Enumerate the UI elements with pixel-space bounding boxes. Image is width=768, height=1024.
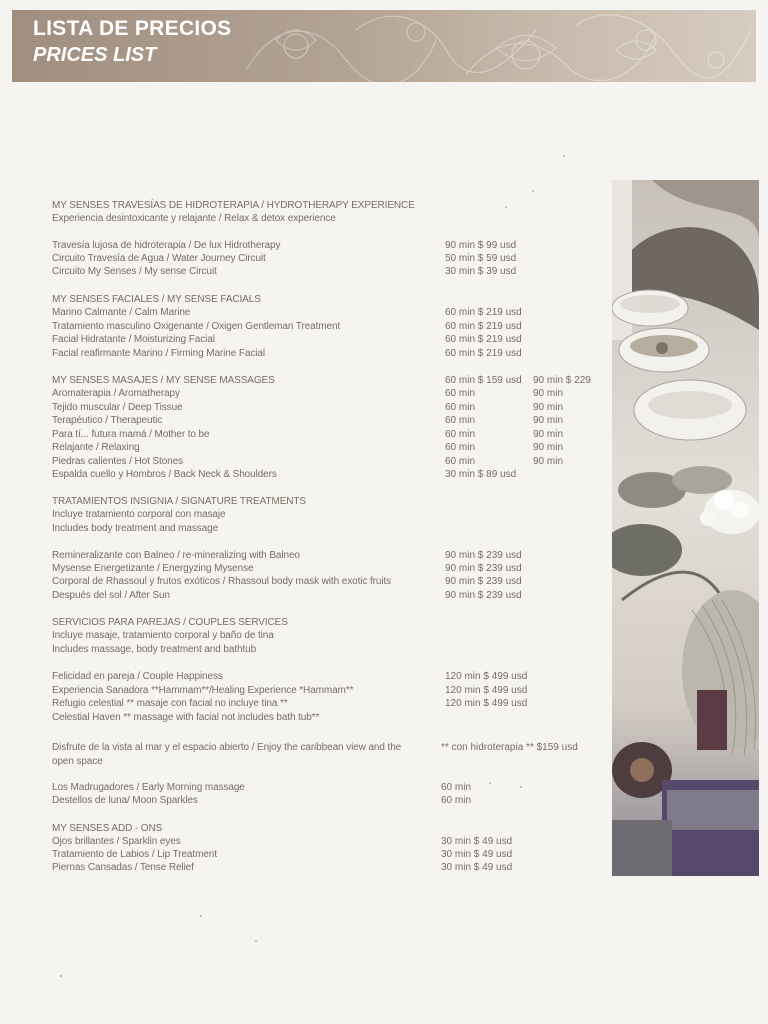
scan-speck bbox=[60, 975, 62, 977]
item-price: 90 min $ 239 usd bbox=[445, 563, 522, 574]
item-label: Piernas Cansadas / Tense Relief bbox=[52, 862, 194, 873]
item-price-2: 90 min bbox=[533, 402, 564, 413]
item-price: 60 min $ 219 usd bbox=[445, 348, 522, 359]
spa-photo-image bbox=[612, 180, 759, 876]
spa-photo bbox=[612, 180, 759, 876]
note-text: Includes massage, body treatment and bathtub bbox=[52, 644, 257, 655]
item-price: ** con hidroterapia ** $159 usd bbox=[441, 742, 578, 753]
scan-speck bbox=[505, 206, 507, 208]
section-title: MY SENSES ADD - ONS bbox=[52, 823, 163, 834]
item-label: Travesía lujosa de hidroterapia / De lux Hidrotherapy bbox=[52, 240, 281, 251]
item-price: 120 min $ 499 usd bbox=[445, 685, 528, 696]
item-label: Espalda cuello y Hombros / Back Neck & Shoulders bbox=[52, 469, 277, 480]
item-price: 60 min $ 219 usd bbox=[445, 321, 522, 332]
item-label: Para tí... futura mamá / Mother to be bbox=[52, 429, 210, 440]
item-price: 90 min $ 239 usd bbox=[445, 576, 522, 587]
item-label: Ojos brillantes / Sparklin eyes bbox=[52, 836, 181, 847]
item-label: Tejido muscular / Deep Tissue bbox=[52, 402, 183, 413]
item-label: Experiencia Sanadora **Hammam**/Healing Experience *Hammam** bbox=[52, 685, 354, 696]
item-label: Aromaterapia / Aromatherapy bbox=[52, 388, 180, 399]
item-label: Destellos de luna/ Moon Sparkles bbox=[52, 795, 198, 806]
item-label: Terapéutico / Therapeutic bbox=[52, 415, 163, 426]
item-price: 60 min bbox=[445, 388, 476, 399]
section-title: MY SENSES TRAVESÍAS DE HIDROTERAPIA / HYDROTHERAPY EXPERIENCE bbox=[52, 200, 415, 211]
note-text: Includes body treatment and massage bbox=[52, 523, 219, 534]
item-price: 60 min bbox=[441, 795, 472, 806]
item-price: 30 min $ 49 usd bbox=[441, 849, 513, 860]
scan-speck bbox=[563, 155, 565, 157]
item-price: 90 min $ 239 usd bbox=[445, 590, 522, 601]
item-price: 60 min bbox=[445, 442, 476, 453]
item-price: 60 min $ 219 usd bbox=[445, 334, 522, 345]
item-price-2: 90 min bbox=[533, 415, 564, 426]
section-price: 60 min $ 159 usd bbox=[445, 375, 522, 386]
item-label: Circuito My Senses / My sense Circuit bbox=[52, 266, 217, 277]
section-title: SERVICIOS PARA PAREJAS / COUPLES SERVICES bbox=[52, 617, 288, 628]
item-label: Disfrute de la vista al mar y el espacio abierto / Enjoy the caribbean view and the bbox=[52, 742, 402, 753]
page-title: LISTA DE PRECIOS bbox=[33, 17, 232, 40]
item-price: 60 min bbox=[445, 456, 476, 467]
item-price: 90 min $ 239 usd bbox=[445, 550, 522, 561]
item-price: 120 min $ 499 usd bbox=[445, 671, 528, 682]
item-label: Los Madrugadores / Early Morning massage bbox=[52, 782, 245, 793]
item-label: Corporal de Rhassoul y frutos exóticos / Rhassoul body mask with exotic fruits bbox=[52, 576, 392, 587]
item-price: 120 min $ 499 usd bbox=[445, 698, 528, 709]
scan-speck bbox=[489, 782, 491, 784]
item-label: Tratamiento masculino Oxigenante / Oxigen Gentleman Treatment bbox=[52, 321, 341, 332]
item-label: Circuito Travesía de Agua / Water Journey Circuit bbox=[52, 253, 266, 264]
item-label: Después del sol / After Sun bbox=[52, 590, 170, 601]
item-price: 60 min bbox=[445, 415, 476, 426]
item-label: Celestial Haven ** massage with facial not includes bath tub** bbox=[52, 712, 320, 723]
scan-speck bbox=[200, 915, 202, 917]
item-price: 60 min $ 219 usd bbox=[445, 307, 522, 318]
item-label: Tratamiento de Labios / Lip Treatment bbox=[52, 849, 217, 860]
section-price-2: 90 min $ 229 bbox=[533, 375, 591, 386]
page-subtitle: PRICES LIST bbox=[33, 44, 157, 66]
section-title: MY SENSES FACIALES / MY SENSE FACIALS bbox=[52, 294, 261, 305]
item-price: 60 min bbox=[441, 782, 472, 793]
item-price: 30 min $ 89 usd bbox=[445, 469, 517, 480]
item-price: 90 min $ 99 usd bbox=[445, 240, 517, 251]
section-title: TRATAMIENTOS INSIGNIA / SIGNATURE TREATMENTS bbox=[52, 496, 306, 507]
item-label: Facial Hidratante / Moisturizing Facial bbox=[52, 334, 215, 345]
item-label: Marino Calmante / Calm Marine bbox=[52, 307, 191, 318]
item-price-2: 90 min bbox=[533, 388, 564, 399]
item-price-2: 90 min bbox=[533, 442, 564, 453]
item-label: Piedras calientes / Hot Stones bbox=[52, 456, 183, 467]
scan-speck bbox=[532, 190, 534, 192]
item-label: Remineralizante con Balneo / re-mineralizing with Balneo bbox=[52, 550, 300, 561]
scan-speck bbox=[255, 940, 257, 942]
item-price: 60 min bbox=[445, 429, 476, 440]
item-price-2: 90 min bbox=[533, 429, 564, 440]
item-label: Mysense Energetizante / Energyzing Mysense bbox=[52, 563, 254, 574]
item-label: open space bbox=[52, 756, 103, 767]
item-price: 30 min $ 39 usd bbox=[445, 266, 517, 277]
item-label: Refugio celestial ** masaje con facial no incluye tina ** bbox=[52, 698, 288, 709]
section-title: MY SENSES MASAJES / MY SENSE MASSAGES bbox=[52, 375, 275, 386]
item-label: Facial reafirmante Marino / Firming Marine Facial bbox=[52, 348, 265, 359]
item-label: Felicidad en pareja / Couple Happiness bbox=[52, 671, 223, 682]
item-price-2: 90 min bbox=[533, 456, 564, 467]
note-text: Incluye tratamiento corporal con masaje bbox=[52, 509, 226, 520]
item-label: Relajante / Relaxing bbox=[52, 442, 140, 453]
item-price: 60 min bbox=[445, 402, 476, 413]
item-price: 30 min $ 49 usd bbox=[441, 836, 513, 847]
note-text: Incluye masaje, tratamiento corporal y baño de tina bbox=[52, 630, 274, 641]
scan-speck bbox=[520, 786, 522, 788]
item-price: 30 min $ 49 usd bbox=[441, 862, 513, 873]
note-text: Experiencia desintoxicante y relajante / Relax & detox experience bbox=[52, 213, 336, 224]
item-price: 50 min $ 59 usd bbox=[445, 253, 517, 264]
